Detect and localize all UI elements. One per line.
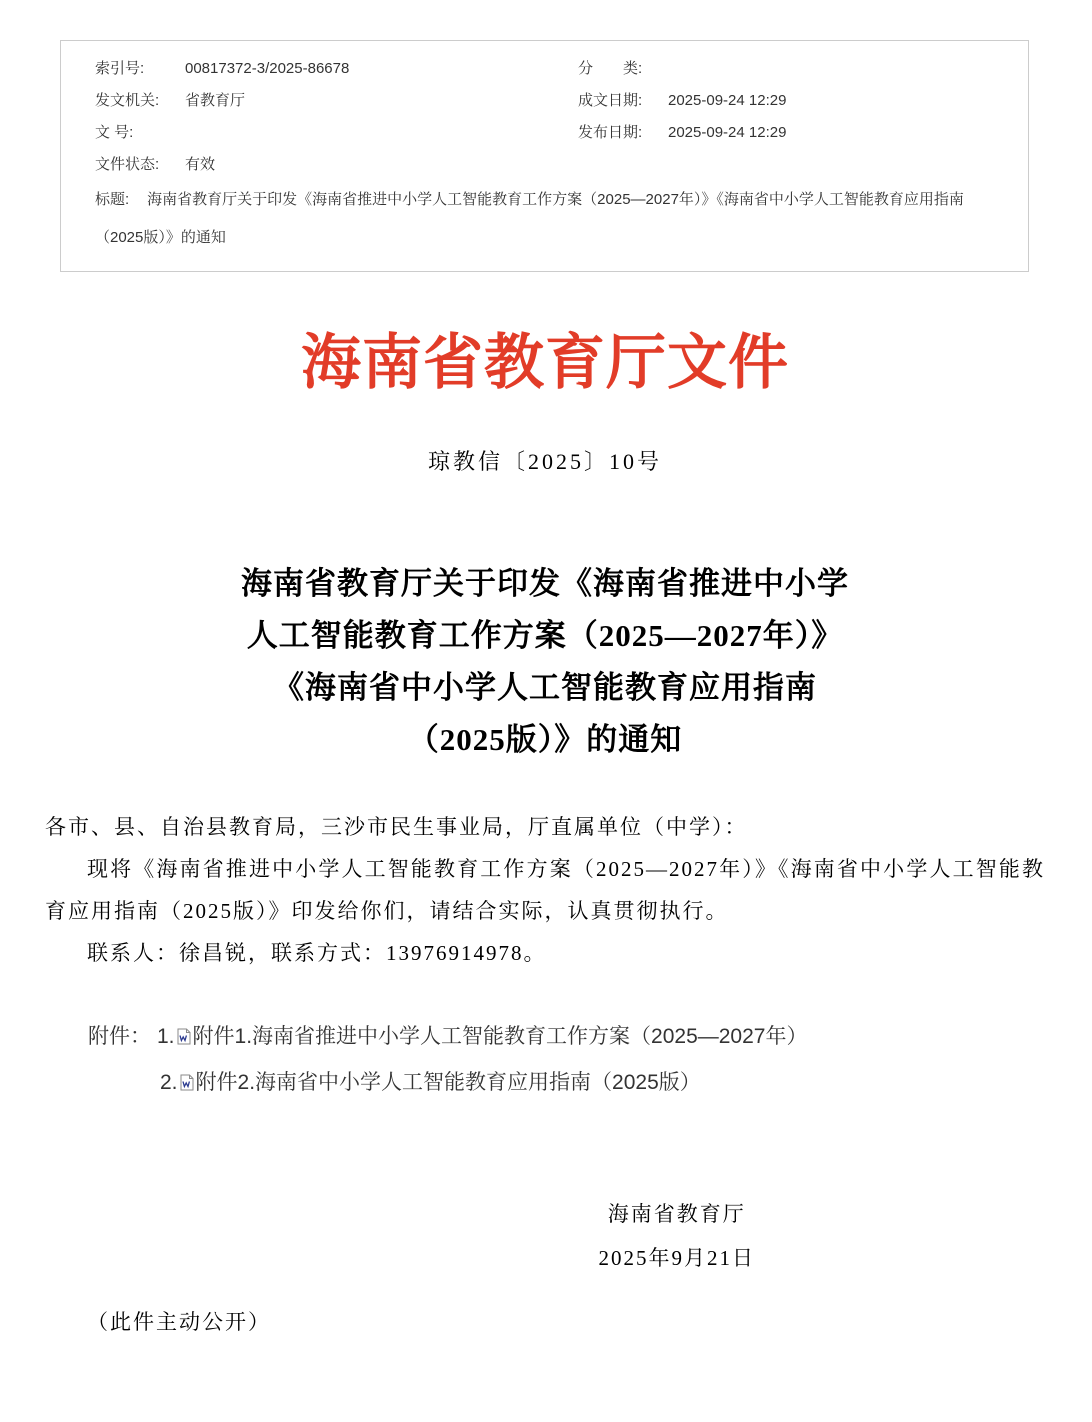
body-paragraph-1: 现将《海南省推进中小学人工智能教育工作方案（2025—2027年）》《海南省中小学人工智能教育应用指南（2025版）》印发给你们，请结合实际，认真贯彻执行。 — [45, 857, 1045, 923]
main-title-line-2: 人工智能教育工作方案（2025—2027年）》 — [246, 618, 844, 653]
attachment-2-number: 2. — [160, 1071, 178, 1094]
attachments-section — [45, 1014, 1045, 1106]
meta-row-doc-no — [95, 117, 1028, 149]
meta-row-issuer — [95, 85, 1028, 117]
attachment-2-text: 附件2.海南省中小学人工智能教育应用指南（2025版） — [195, 1071, 701, 1094]
attachments-label: 附件： — [88, 1025, 151, 1048]
meta-value-publish-date: 2025-09-24 12:29 — [668, 124, 787, 141]
signature-block — [599, 1192, 756, 1280]
meta-row-status — [95, 149, 1028, 181]
meta-value-issuing-agency: 省教育厅 — [185, 92, 246, 109]
meta-label-doc-number: 文 号: — [95, 124, 134, 141]
meta-label-category: 分 类: — [578, 60, 643, 77]
agency-banner-title: 海南省教育厅文件 — [301, 329, 789, 396]
attachment-row-2 — [45, 1060, 1045, 1106]
meta-label-empty — [578, 149, 668, 181]
salutation-line: 各市、县、自治县教育局，三沙市民生事业局，厅直属单位（中学）： — [45, 815, 748, 839]
attachment-2-link[interactable] — [178, 1071, 701, 1094]
meta-label-file-status: 文件状态: — [95, 156, 160, 173]
public-disclosure-note: （此件主动公开） — [87, 1310, 271, 1334]
metadata-box — [60, 40, 1029, 272]
signature-organization: 海南省教育厅 — [607, 1202, 746, 1226]
attachment-1-link[interactable] — [175, 1025, 808, 1048]
meta-value-written-date: 2025-09-24 12:29 — [668, 92, 787, 109]
main-title-line-1: 海南省教育厅关于印发《海南省推进中小学 — [241, 566, 849, 601]
meta-label-publish-date: 发布日期: — [578, 124, 643, 141]
meta-label-issuing-agency: 发文机关: — [95, 92, 160, 109]
document-body — [45, 806, 1045, 974]
document-main-title — [45, 558, 1045, 766]
meta-label-index-number: 索引号: — [95, 60, 145, 77]
meta-value-title: 海南省教育厅关于印发《海南省推进中小学人工智能教育工作方案（2025—2027年）》《海南省中小学人工智能教育应用指南（2025版）》的通知 — [95, 191, 964, 246]
body-paragraph-2: 联系人：徐昌锐，联系方式：13976914978。 — [87, 941, 547, 965]
main-title-line-4: （2025版）》的通知 — [407, 722, 683, 757]
meta-label-written-date: 成文日期: — [578, 92, 643, 109]
attachment-row-1 — [45, 1014, 1045, 1060]
meta-value-file-status: 有效 — [185, 156, 216, 173]
meta-label-title: 标题: — [95, 191, 130, 208]
word-doc-icon — [179, 1074, 195, 1091]
attachment-1-number: 1. — [157, 1025, 175, 1048]
document-page — [0, 40, 1092, 1376]
main-title-line-3: 《海南省中小学人工智能教育应用指南 — [273, 670, 817, 705]
document-reference-number: 琼教信〔2025〕10号 — [427, 449, 662, 474]
word-doc-icon — [176, 1028, 192, 1045]
meta-value-index-number: 00817372-3/2025-86678 — [185, 60, 350, 77]
meta-row-title — [95, 181, 1028, 257]
attachment-1-text: 附件1.海南省推进中小学人工智能教育工作方案（2025—2027年） — [192, 1025, 808, 1048]
meta-row-index — [95, 53, 1028, 85]
signature-date: 2025年9月21日 — [598, 1246, 755, 1270]
